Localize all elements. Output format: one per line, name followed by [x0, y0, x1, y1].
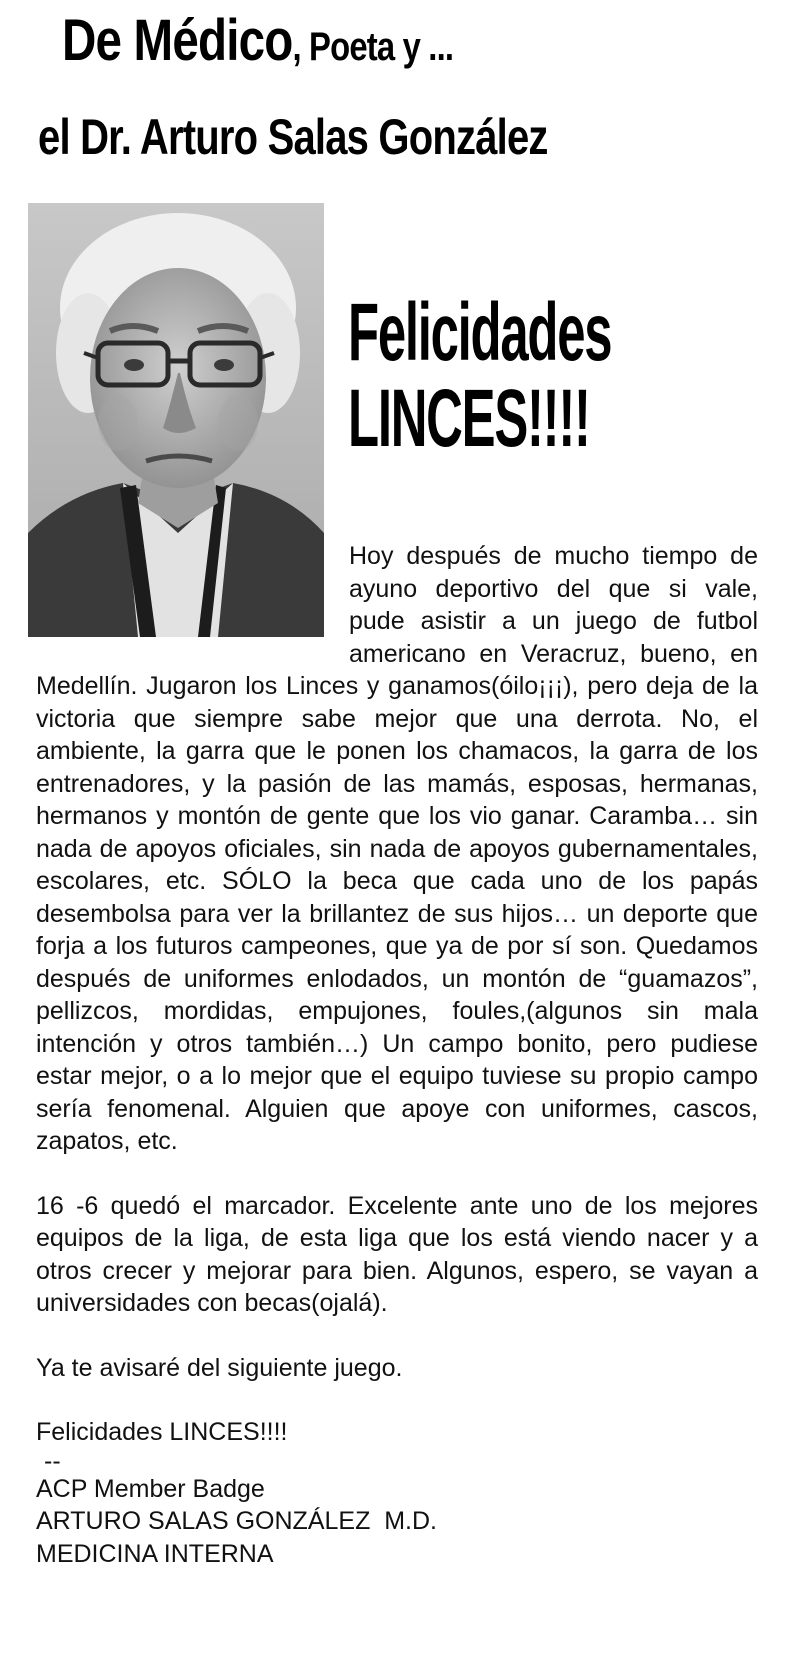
title-main: De Médico: [62, 8, 293, 73]
author-line: ARTURO SALAS GONZÁLEZ M.D.: [36, 1507, 438, 1535]
specialty-line: MEDICINA INTERNA: [36, 1539, 274, 1568]
headline-line-1: Felicidades: [348, 287, 612, 378]
paragraph-2: 16 -6 quedó el marcador. Excelente ante uno de los mejores equipos de la liga, de esta liga que los está viendo nacer y a otros crecer y mejorar para bien. Algunos, espero, se vayan a universidades con becas(ojalá).: [36, 1191, 758, 1317]
article-body: [36, 540, 758, 1570]
title-line-2: el Dr. Arturo Salas González: [38, 109, 548, 165]
paragraph-1: Hoy después de mucho tiempo de ayuno deportivo del que si vale, pude asistir a un juego de futbol americano en Veracruz, bueno, en Medellín. Jugaron los Linces y ganamos(óilo¡¡¡), pero deja de la victoria que siempre sabe mejor que una derrota. No, el ambiente, la garra que le ponen los chamacos, la garra de los entrenadores, y la pasión de las mamás, esposas, hermanas, hermanos y montón de gente que los vio ganar. Caramba… sin nada de apoyos oficiales, sin nada de apoyos gubernamentales, escolares, etc. SÓLO la beca que cada uno de los papás desembolsa para ver la brillantez de sus hijos… un deporte que forja a los futuros campeones, que ya de por sí son. Quedamos después de uniformes enlodados, un montón de “guamazos”, pellizcos, mordidas, empujones, foules,(algunos sin mala intención y otros también…) Un campo bonito, pero pudiese estar mejor, o a lo mejor que el equipo tuviese su propio campo sería fenomenal. Alguien que apoye con uniformes, cascos, zapatos, etc.: [36, 542, 758, 1155]
separator-line: --: [44, 1446, 61, 1475]
headline-line-2: LINCES!!!!: [348, 373, 590, 464]
headline: [348, 287, 688, 464]
signoff-block: [36, 1416, 758, 1570]
closing-line: Felicidades LINCES!!!!: [36, 1418, 288, 1446]
title-tail: , Poeta y ...: [292, 25, 454, 69]
paragraph-3: Ya te avisaré del siguiente juego.: [36, 1353, 403, 1382]
photo-spacer: [36, 540, 349, 640]
title-line-1: [62, 8, 453, 80]
badge-line: ACP Member Badge: [36, 1474, 265, 1503]
